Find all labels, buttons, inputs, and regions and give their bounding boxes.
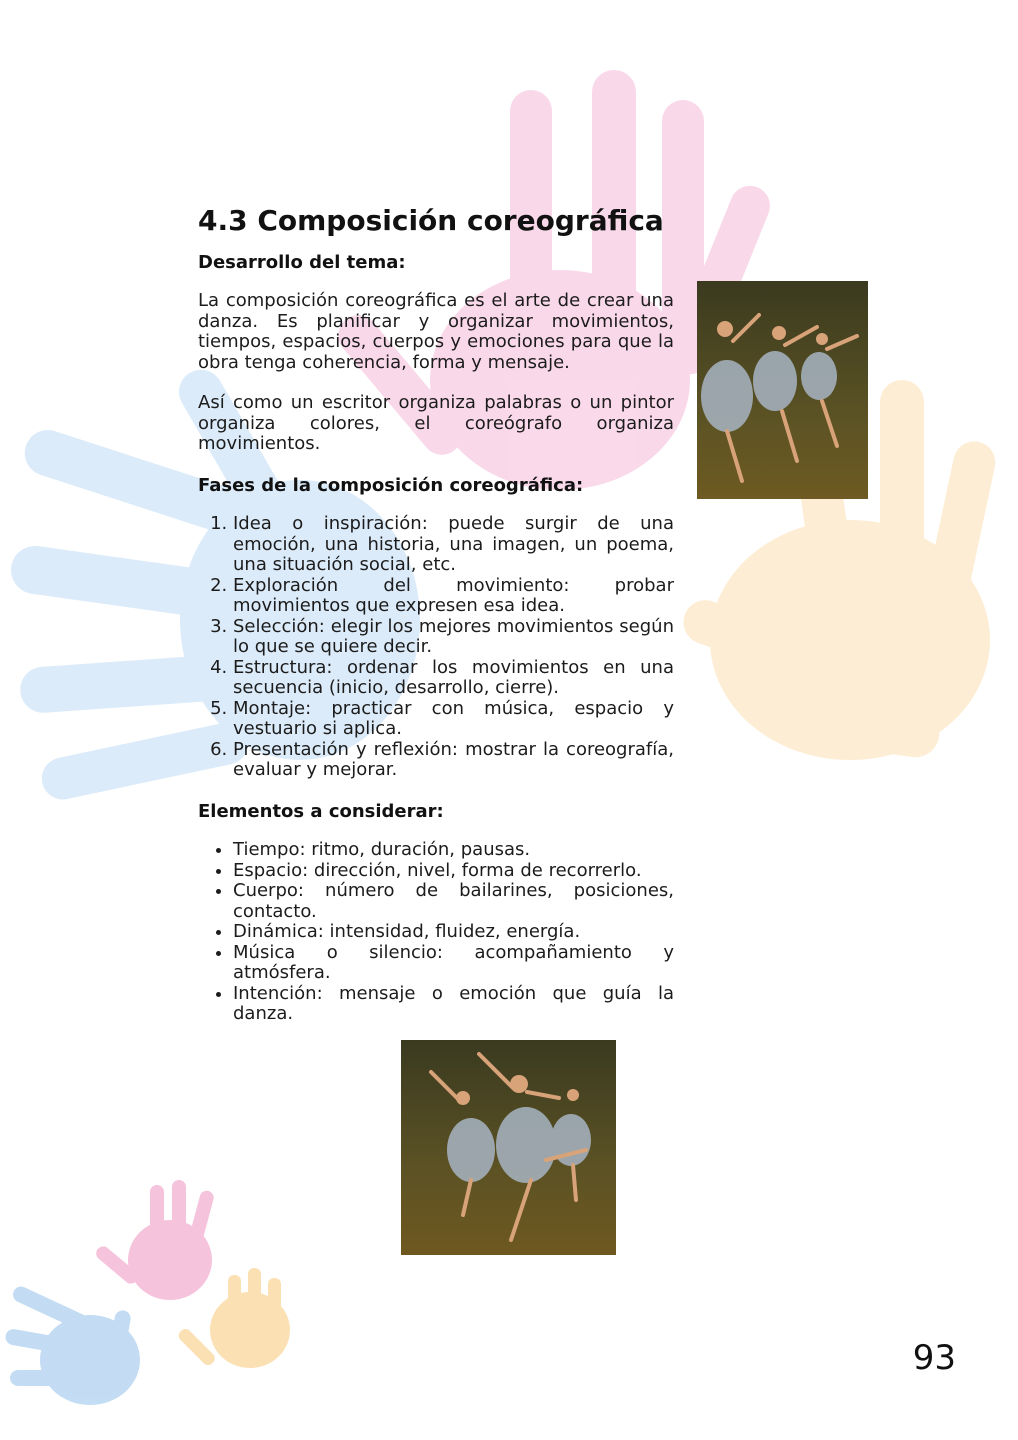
phases-list (198, 514, 674, 781)
list-item: • Intención: mensaje o emoción que guía la danza. (233, 984, 674, 1025)
page-number: 93 (912, 1338, 956, 1378)
small-pink-handprint (93, 1180, 215, 1300)
main-content (198, 204, 674, 1045)
phases-heading: Fases de la composición coreográfica: (198, 474, 584, 496)
development-paragraph-2: Así como un escritor organiza palabras o un pintor organiza colores, el coreógrafo organiza movimientos. (198, 392, 674, 455)
development-heading: Desarrollo del tema: (198, 251, 406, 273)
list-item: • Dinámica: intensidad, fluidez, energía. (233, 922, 674, 943)
list-item: 3. Selección: elegir los mejores movimientos según lo que se quiere decir. (233, 617, 674, 658)
development-paragraph-1: La composición coreográfica es el arte de crear una danza. Es planificar y organizar movimientos, tiempos, espacios, cuerpos y emociones para que la obra tenga coherencia, forma y mensaje. (198, 290, 674, 373)
section-title: 4.3 Composición coreográfica (198, 204, 664, 237)
small-blue-handprint (4, 1284, 140, 1405)
ballet-dancers-painting (697, 281, 868, 499)
list-item: 6. Presentación y reflexión: mostrar la coreografía, evaluar y mejorar. (233, 740, 674, 781)
list-item: 2. Exploración del movimiento: probar movimientos que expresen esa idea. (233, 576, 674, 617)
elements-list (198, 840, 674, 1025)
list-item: • Tiempo: ritmo, duración, pausas. (233, 840, 674, 861)
list-item: 1. Idea o inspiración: puede surgir de una emoción, una historia, una imagen, un poema, una situación social, etc. (233, 514, 674, 576)
list-item: 5. Montaje: practicar con música, espacio y vestuario si aplica. (233, 699, 674, 740)
list-item: • Espacio: dirección, nivel, forma de recorrerlo. (233, 861, 674, 882)
ballet-dancers-painting (401, 1040, 616, 1255)
list-item: • Música o silencio: acompañamiento y atmósfera. (233, 943, 674, 984)
list-item: • Cuerpo: número de bailarines, posiciones, contacto. (233, 881, 674, 922)
elements-heading: Elementos a considerar: (198, 800, 444, 822)
list-item: 4. Estructura: ordenar los movimientos en una secuencia (inicio, desarrollo, cierre). (233, 658, 674, 699)
